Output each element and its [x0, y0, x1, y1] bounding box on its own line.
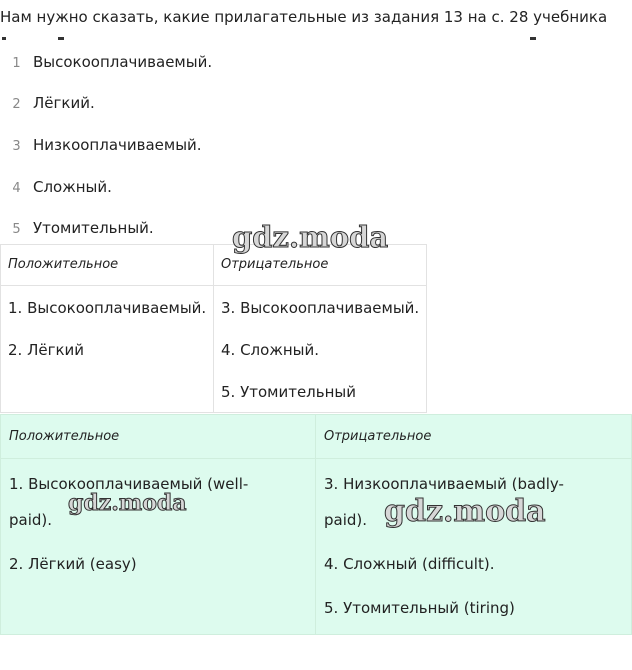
classification-table [0, 244, 427, 413]
watermark: gdz.moda [68, 490, 187, 516]
list-item: 3 Низкооплачиваемый. [12, 136, 202, 154]
watermark: gdz.moda [232, 220, 389, 254]
list-item: 5 Утомительный. [12, 219, 154, 237]
column-header-positive: Положительное [1, 245, 214, 286]
negative-cell: 3. Высокооплачиваемый. 4. Сложный. 5. Утомительный [214, 286, 427, 413]
list-item: 4 Сложный. [12, 178, 112, 196]
column-header-negative: Отрицательное [214, 245, 427, 286]
negative-cell: 3. Низкооплачиваемый (badly- paid). 4. Сложный (difficult). 5. Утомительный (tiring) [316, 459, 632, 635]
clipped-text-line [0, 37, 632, 47]
positive-cell: 1. Высокооплачиваемый (well- paid). 2. Лёгкий (easy) [1, 459, 316, 635]
watermark: gdz.moda [384, 494, 546, 529]
column-header-positive: Положительное [1, 415, 316, 459]
list-item: 2 Лёгкий. [12, 94, 95, 112]
positive-cell: 1. Высокооплачиваемый. 2. Лёгкий [1, 286, 214, 413]
list-item: 1 Высокооплачиваемый. [12, 53, 213, 71]
intro-text: Нам нужно сказать, какие прилагательные из задания 13 на с. 28 учебника [0, 8, 608, 26]
column-header-negative: Отрицательное [316, 415, 632, 459]
